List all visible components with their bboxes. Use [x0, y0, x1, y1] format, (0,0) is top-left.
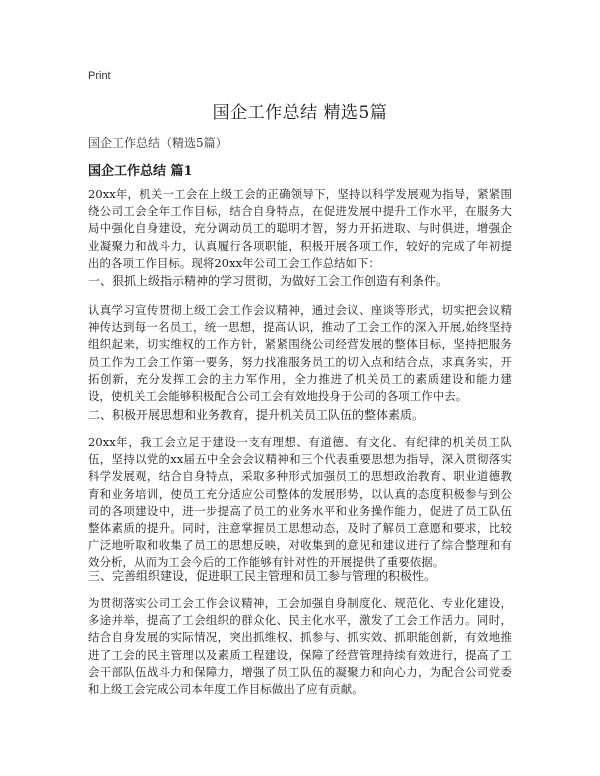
- heading-3: 三、完善组织建设，促进职工民主管理和员工参与管理的积极性。: [88, 569, 437, 583]
- paragraph-2: 认真学习宣传贯彻上级工会工作会议精神，通过会议、座谈等形式，切实把会议精神传达到每一名员工，统一思想，提高认识，推动了工会工作的深入开展,始终坚持组织起来，切实维权的工作方针，紧紧围绕公司经营发展的整体目标，坚持把服务员工作为工会工作第一要务，努力找准服务员工的切入点和结合点，求真务实，开拓创新，充分发挥工会的主力军作用，全力推进了机关员工的素质建设和能力建设，使机关工会能够积极配合公司工会有效地投身于公司的各项工作中去。: [88, 303, 512, 404]
- document-title: 国企工作总结 精选5篇: [212, 103, 388, 123]
- section-title: 国企工作总结 篇1: [88, 164, 193, 179]
- paragraph-4: 为贯彻落实公司工会工作会议精神，工会加强自身制度化、规范化、专业化建设，多途并举，提高了工会组织的群众化、民主化水平，激发了工会工作活力。同时，结合自身发展的实际情况，突出抓维权、抓参与、抓实效、抓职能创新，有效地推进了工会的民主管理以及素质工程建设，保障了经营管理持续有效进行，提高了工会干部队伍战斗力和保障力，增强了员工队伍的凝聚力和向心力，为配合公司党委和上级工会完成公司本年度工作目标做出了应有贡献。: [88, 596, 512, 697]
- paragraph-1: 20xx年，机关一工会在上级工会的正确领导下，坚持以科学发展观为指导，紧紧围绕公司工会全年工作目标，结合自身特点，在促进发展中提升工作水平，在服务大局中强化自身建设，充分调动员工的聪明才智，努力开拓进取、与时俱进，增强企业凝聚力和战斗力，认真履行各项职能，积极开展各项工作，较好的完成了年初提出的各项工作目标。现将20xx年公司工会工作总结如下：: [88, 187, 512, 270]
- print-label[interactable]: Print: [88, 70, 111, 82]
- heading-2: 二、积极开展思想和业务教育，提升机关员工队伍的整体素质。: [88, 408, 425, 422]
- document-subtitle: 国企工作总结（精选5篇）: [88, 136, 228, 150]
- heading-1: 一、狠抓上级指示精神的学习贯彻，为做好工会工作创造有利条件。: [88, 274, 449, 288]
- paragraph-3: 20xx年，我工会立足于建设一支有理想、有道德、有文化、有纪律的机关员工队伍，坚持以党的xx届五中全会会议精神和三个代表重要思想为指导，深入贯彻落实科学发展观，结合自身特点，采取多种形式加强员工的思想政治教育、职业道德教育和业务培训，使员工充分适应公司整体的发展形势，以认真的态度积极参与到公司的各项建设中，进一步提高了员工的业务水平和业务操作能力，促进了员工队伍整体素质的提升。同时，注意掌握员工思想动态，及时了解员工意愿和要求，比较广泛地听取和收集了员工的思想反映，对收集到的意见和建议进行了综合整理和有效分析，从而为工会今后的工作能够有针对性的开展提供了重要依据。: [88, 435, 512, 570]
